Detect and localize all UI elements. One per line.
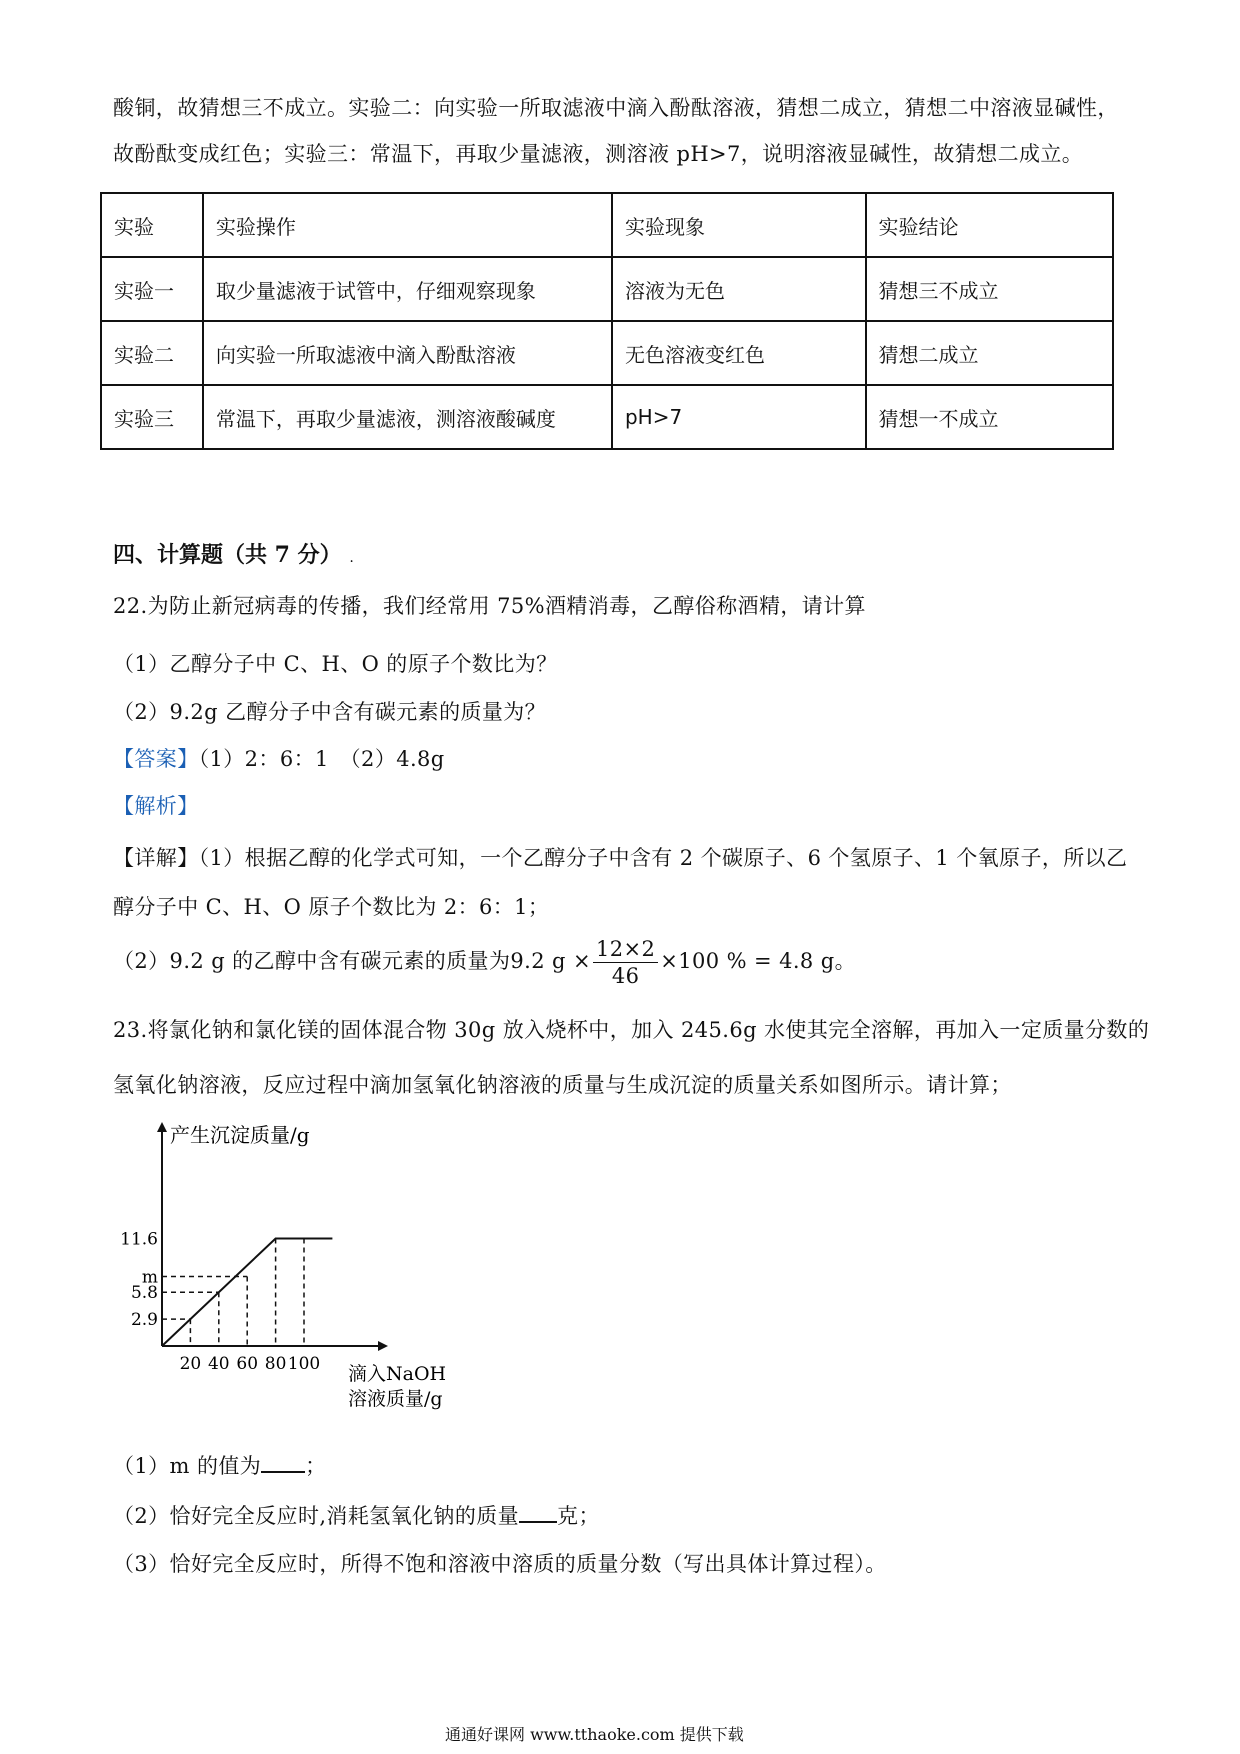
table-cell: 向实验一所取滤液中滴入酚酞溶液 (203, 321, 612, 385)
x-axis-label: 溶液质量/g (348, 1388, 443, 1410)
y-tick-label: 2.9 (130, 1310, 158, 1331)
section-title-dot: . (349, 550, 354, 566)
table-row (101, 385, 1113, 449)
q23-sub3: （3）恰好完全反应时，所得不饱和溶液中溶质的质量分数（写出具体计算过程）。 (113, 1552, 887, 1576)
footer-credit: 通通好课网 www.tthaoke.com 提供下载 (445, 1725, 744, 1744)
q22-answer (113, 745, 445, 773)
fraction-numerator: 12×2 (593, 936, 658, 963)
table-header-cell: 实验 (101, 193, 203, 257)
y-axis-arrow (157, 1122, 167, 1132)
table-cell: 实验一 (101, 257, 203, 321)
x-axis-arrow (378, 1341, 388, 1351)
q22-detail-line-3 (113, 934, 856, 989)
table-cell: 实验三 (101, 385, 203, 449)
x-tick-label: 80 (264, 1354, 287, 1374)
section-title-text: 四、计算题（共 7 分） (113, 542, 342, 568)
q23-sub2 (113, 1502, 600, 1530)
q23-stem-line-2: 氢氧化钠溶液，反应过程中滴加氢氧化钠溶液的质量与生成沉淀的质量关系如图所示。请计算； (113, 1073, 1012, 1097)
table-header-cell: 实验现象 (612, 193, 866, 257)
q23-sub1-text: （1）m 的值为 (113, 1454, 262, 1478)
q23-stem-line-1: 23.将氯化钠和氯化镁的固体混合物 30g 放入烧杯中，加入 245.6g 水使其完全溶解，再加入一定质量分数的 (113, 1018, 1150, 1042)
q22-stem: 22.为防止新冠病毒的传播，我们经常用 75%酒精消毒，乙醇俗称酒精，请计算 (113, 594, 866, 618)
detail3-end: 。 (834, 949, 857, 973)
table-cell: 猜想一不成立 (866, 385, 1114, 449)
table-row (101, 321, 1113, 385)
table-cell: 猜想三不成立 (866, 257, 1114, 321)
answer-blank (261, 1471, 305, 1473)
analysis-tag: 【解析】 (113, 794, 199, 818)
intro-line-1: 酸铜，故猜想三不成立。实验二：向实验一所取滤液中滴入酚酞溶液，猜想二成立，猜想二中溶液显碱性， (113, 96, 1119, 120)
q23-sub1-end: ； (305, 1454, 327, 1478)
fraction (593, 936, 658, 989)
table-cell: 取少量滤液于试管中，仔细观察现象 (203, 257, 612, 321)
formula-pre: 9.2 g × (510, 949, 591, 973)
precipitate-chart (100, 1120, 480, 1420)
y-axis-label: 产生沉淀质量/g (170, 1123, 310, 1147)
table-row (101, 257, 1113, 321)
y-tick-label: 5.8 (130, 1283, 158, 1304)
table-cell: 溶液为无色 (612, 257, 866, 321)
q23-sub2-text: （2）恰好完全反应时,消耗氢氧化钠的质量 (113, 1504, 520, 1528)
x-tick-label: 60 (236, 1354, 259, 1374)
x-tick-label: 20 (179, 1354, 202, 1374)
x-tick-label: 100 (287, 1354, 321, 1374)
table-cell: pH>7 (612, 385, 866, 449)
answer-tag: 【答案】 (113, 747, 199, 771)
q23-sub2-end: 克； (557, 1504, 600, 1528)
series-line (162, 1238, 332, 1346)
section-title (113, 538, 354, 569)
table-header-cell: 实验结论 (866, 193, 1114, 257)
table-cell: 常温下，再取少量滤液，测溶液酸碱度 (203, 385, 612, 449)
answer-text: （1）2：6：1 （2）4.8g (198, 747, 445, 771)
q23-sub1 (113, 1452, 327, 1480)
table-cell: 猜想二成立 (866, 321, 1114, 385)
y-tick-label: m (141, 1267, 158, 1288)
table-cell: 无色溶液变红色 (612, 321, 866, 385)
detail-tag: 【详解】 (113, 846, 199, 870)
table-cell: 实验二 (101, 321, 203, 385)
experiment-table (100, 192, 1114, 450)
fraction-denominator: 46 (611, 964, 640, 988)
formula-post: ×100 % = 4.8 g (660, 949, 835, 973)
detail3-prefix: （2）9.2 g 的乙醇中含有碳元素的质量为 (113, 949, 511, 973)
table-header-row (101, 193, 1113, 257)
q22-sub2: （2）9.2g 乙醇分子中含有碳元素的质量为？ (113, 700, 547, 724)
table-header-cell: 实验操作 (203, 193, 612, 257)
q22-sub1: （1）乙醇分子中 C、H、O 的原子个数比为？ (113, 652, 558, 676)
q22-detail-line-2: 醇分子中 C、H、O 原子个数比为 2：6：1； (113, 895, 550, 919)
answer-blank (519, 1521, 557, 1523)
detail-text: （1）根据乙醇的化学式可知，一个乙醇分子中含有 2 个碳原子、6 个氢原子、1 个氧原子，所以乙 (198, 846, 1128, 870)
y-tick-label: 11.6 (120, 1229, 158, 1250)
intro-line-2: 故酚酞变成红色；实验三：常温下，再取少量滤液，测溶液 pH>7，说明溶液显碱性，故猜想二成立。 (113, 142, 1084, 166)
q22-detail-line-1 (113, 844, 1127, 872)
x-tick-label: 40 (207, 1354, 230, 1374)
x-axis-label: 滴入NaOH (348, 1363, 447, 1385)
